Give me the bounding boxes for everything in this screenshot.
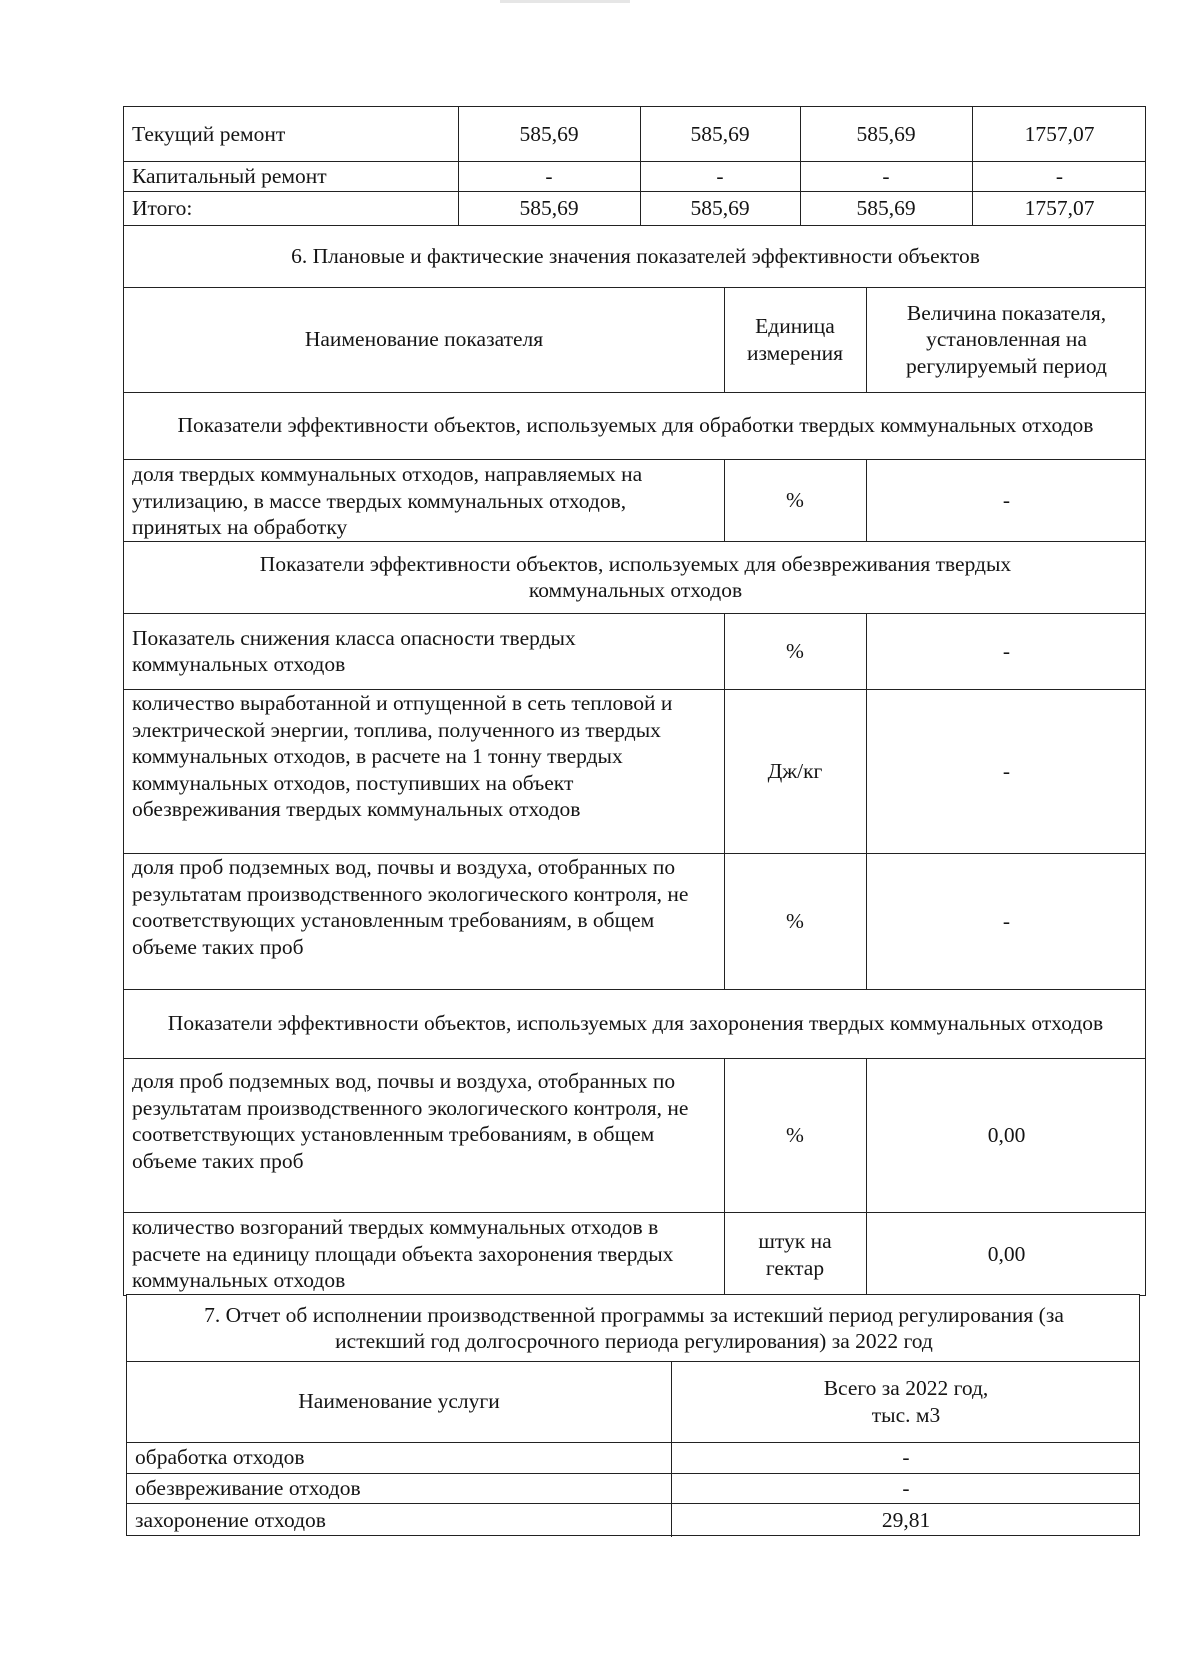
indicator-value: - [1002, 487, 1011, 512]
indicator-name: доля проб подземных вод, почвы и воздуха, отобранных по результатам производственного экологического контроля, не соответствующих установленным требованиям, в общем объеме таких проб [132, 855, 689, 959]
row-label-current-repair: Текущий ремонт [132, 121, 286, 146]
indicator-value: 0,00 [987, 1242, 1026, 1267]
current-repair-total: 1757,07 [1024, 121, 1095, 146]
indicator-name: количество возгораний твердых коммунальных отходов в расчете на единицу площади объекта захоронения твердых коммунальных отходов [132, 1215, 674, 1292]
current-repair-value: 585,69 [856, 121, 916, 146]
capital-repair-total: - [1055, 163, 1064, 188]
total-value: 585,69 [519, 195, 579, 220]
indicator-name: количество выработанной и отпущенной в сеть тепловой и электрической энергии, топлива, полученного из твердых коммунальных отходов, в расчете на 1 тонну твердых коммунальных отходов, поступивших на объект обезвреживания твердых коммунальных отходов [132, 691, 673, 821]
total-sum: 1757,07 [1024, 195, 1095, 220]
group-neutralization-title: Показатели эффективности объектов, используемых для обезвреживания твердых коммунальных отходов [259, 551, 1012, 602]
indicator-name: доля проб подземных вод, почвы и воздуха, отобранных по результатам производственного экологического контроля, не соответствующих установленным требованиям, в общем объеме таких проб [132, 1069, 689, 1173]
group-burial-title: Показатели эффективности объектов, используемых для захоронения твердых коммунальных отходов [167, 1011, 1104, 1036]
service-value: - [902, 1445, 910, 1470]
service-value: 29,81 [881, 1507, 931, 1532]
service-value: - [902, 1475, 910, 1500]
capital-repair-value: - [545, 163, 553, 188]
total-value: 585,69 [690, 195, 750, 220]
indicator-unit: % [786, 487, 804, 512]
indicator-unit: % [786, 908, 804, 933]
row-label-capital-repair: Капитальный ремонт [132, 163, 327, 188]
current-repair-value: 585,69 [519, 121, 579, 146]
indicator-unit: % [786, 1122, 804, 1147]
indicator-unit: Дж/кг [767, 758, 823, 783]
indicator-value: - [1002, 908, 1011, 933]
indicator-unit: % [786, 638, 804, 663]
scan-artifact [500, 0, 630, 3]
efficiency-table [123, 106, 1146, 1296]
indicator-unit: штук на гектар [758, 1229, 832, 1280]
current-repair-value: 585,69 [690, 121, 750, 146]
service-label: обезвреживание отходов [135, 1475, 361, 1500]
production-report-table [126, 1294, 1140, 1536]
service-label: захоронение отходов [135, 1507, 326, 1532]
header-value: Величина показателя, установленная на регулируемый период [906, 300, 1107, 378]
section6-title: 6. Плановые и фактические значения показателей эффективности объектов [291, 243, 980, 268]
indicator-name: Показатель снижения класса опасности твердых коммунальных отходов [132, 625, 576, 676]
indicator-value: - [1002, 638, 1011, 663]
indicator-value: - [1002, 758, 1011, 783]
header-unit: Единица измерения [746, 314, 844, 365]
header-total-2022: Всего за 2022 год, тыс. м3 [823, 1376, 989, 1427]
capital-repair-value: - [716, 163, 724, 188]
indicator-name: доля твердых коммунальных отходов, направляемых на утилизацию, в массе твердых коммунальных отходов, принятых на обработку [132, 462, 643, 539]
total-value: 585,69 [856, 195, 916, 220]
header-service-name: Наименование услуги [298, 1389, 500, 1414]
group-processing-title: Показатели эффективности объектов, используемых для обработки твердых коммунальных отходов [177, 413, 1094, 438]
section7-title: 7. Отчет об исполнении производственной программы за истекший период регулирования (за истекший год долгосрочного периода регулирования) за 2022 год [204, 1302, 1064, 1353]
row-label-total: Итого: [132, 195, 193, 220]
header-indicator-name: Наименование показателя [304, 327, 544, 352]
service-label: обработка отходов [135, 1445, 305, 1470]
indicator-value: 0,00 [987, 1122, 1026, 1147]
capital-repair-value: - [882, 163, 890, 188]
